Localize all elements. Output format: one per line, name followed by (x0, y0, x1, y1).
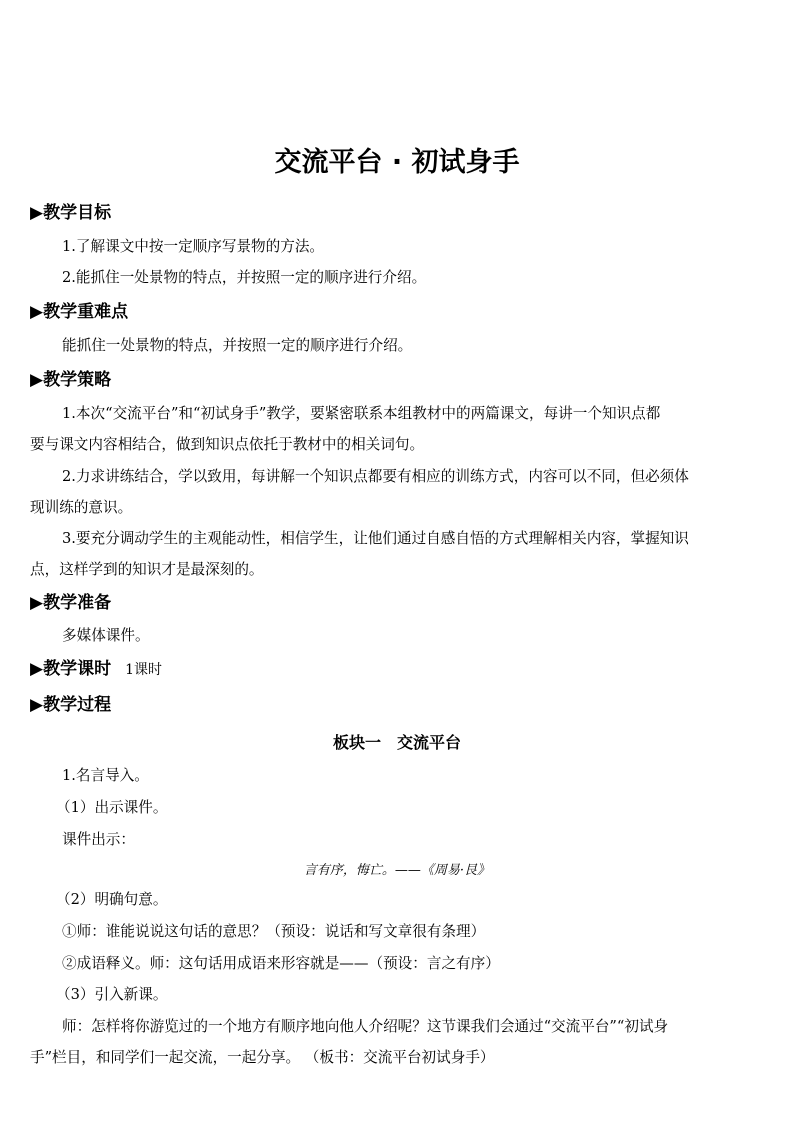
step-1: 1.名言导入。 (62, 767, 149, 784)
heading-teaching-strategy: ▶教学策略 (30, 370, 112, 390)
strategy-p2-line1: 2.力求讲练结合，学以致用，每讲解一个知识点都要有相应的训练方式，内容可以不同，但必须体 (62, 468, 689, 485)
quote-text: 言有序，悔亡。——《周易·艮》 (303, 863, 491, 878)
teacher-line-2: 手”栏目，和同学们一起交流，一起分享。 （板书：交流平台初试身手） (30, 1049, 495, 1066)
sub-step-2: （2）明确句意。 (56, 891, 168, 908)
heading-class-hours (30, 658, 162, 681)
teacher-line-1: 师：怎样将你游览过的一个地方有顺序地向他人介绍呢？这节课我们会通过“交流平台”“初试身 (62, 1018, 669, 1035)
point-2: ②成语释义。师：这句话用成语来形容就是——（预设：言之有序） (62, 955, 500, 972)
strategy-p1-line2: 要与课文内容相结合，做到知识点依托于教材中的相关词句。 (30, 436, 425, 453)
key-points-text: 能抓住一处景物的特点，并按照一定的顺序进行介绍。 (62, 337, 413, 354)
strategy-p1-line1: 1.本次“交流平台”和“初试身手”教学，要紧密联系本组教材中的两篇课文，每讲一个知识点都 (62, 405, 661, 422)
strategy-p3-line2: 点，这样学到的知识才是最深刻的。 (30, 561, 264, 578)
heading-preparation: ▶教学准备 (30, 593, 112, 613)
class-hours-label: ▶教学课时 (30, 659, 112, 679)
courseware-label: 课件出示： (62, 831, 135, 848)
heading-teaching-goals: ▶教学目标 (30, 203, 112, 223)
strategy-p3-line1: 3.要充分调动学生的主观能动性，相信学生，让他们通过自感自悟的方式理解相关内容，掌握知识 (62, 530, 689, 547)
point-1: ①师：谁能说说这句话的意思？（预设：说话和写文章很有条理） (62, 923, 486, 940)
block-one-title: 板块一 交流平台 (332, 733, 461, 752)
goal-item-1: 1.了解课文中按一定顺序写景物的方法。 (62, 238, 325, 255)
class-hours-value: 1课时 (125, 662, 162, 678)
heading-key-points: ▶教学重难点 (30, 302, 129, 322)
heading-teaching-process: ▶教学过程 (30, 695, 112, 715)
sub-step-3: （3）引入新课。 (56, 986, 168, 1003)
sub-step-1: （1）出示课件。 (56, 799, 168, 816)
strategy-p2-line2: 现训练的意识。 (30, 499, 133, 516)
page-title: 交流平台 · 初试身手 (274, 147, 520, 178)
goal-item-2: 2.能抓住一处景物的特点，并按照一定的顺序进行介绍。 (62, 269, 427, 286)
preparation-text: 多媒体课件。 (62, 627, 150, 644)
